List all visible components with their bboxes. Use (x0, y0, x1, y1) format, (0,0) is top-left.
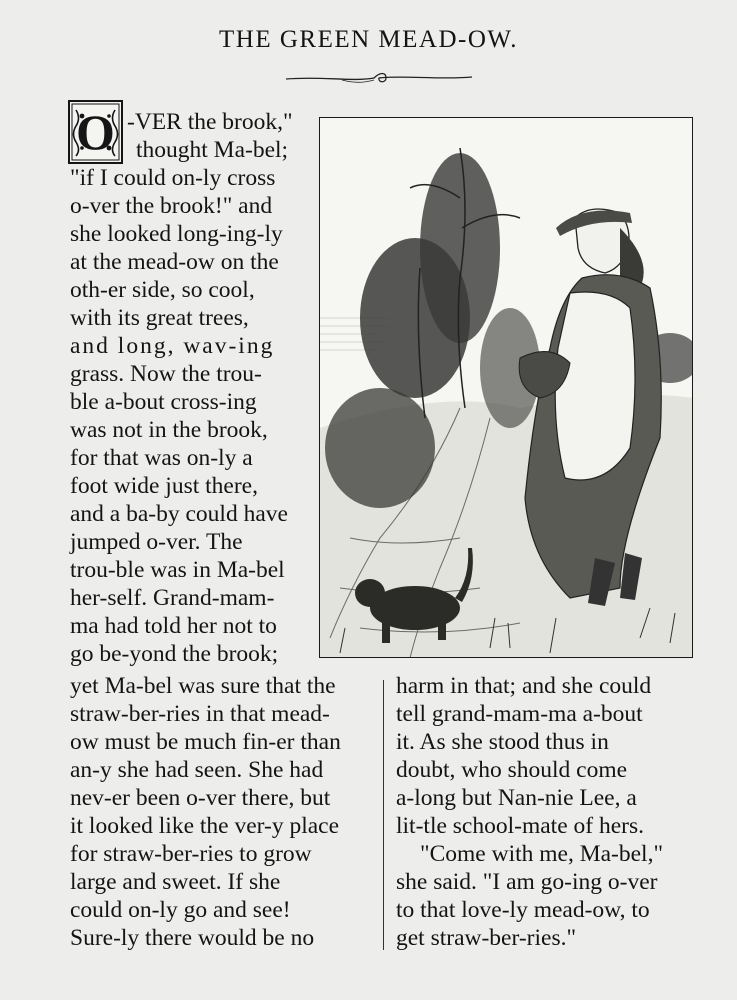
text-line: ble a-bout cross-ing (70, 389, 257, 415)
text-line: ow must be much fin-er than (70, 729, 341, 755)
column-divider (383, 680, 384, 950)
text-line: was not in the brook, (70, 417, 268, 443)
text-line: grass. Now the trou- (70, 361, 262, 387)
text-line: to that love-ly mead-ow, to (396, 897, 650, 923)
text-line: trou-ble was in Ma-bel (70, 557, 285, 583)
text-line: a-long but Nan-nie Lee, a (396, 785, 637, 811)
illustration (319, 117, 693, 658)
ornament-divider (282, 70, 476, 86)
text-line: lit-tle school-mate of hers. (396, 813, 644, 839)
text-line: get straw-ber-ries." (396, 925, 577, 951)
text-line: at the mead-ow on the (70, 249, 279, 275)
text-line: o-ver the brook!" and (70, 193, 273, 219)
text-line: and a ba-by could have (70, 501, 288, 527)
text-line: tell grand-mam-ma a-bout (396, 701, 643, 727)
text-line: it looked like the ver-y place (70, 813, 340, 839)
text-line: Sure-ly there would be no (70, 925, 315, 951)
text-line: "Come with me, Ma-bel," (420, 841, 664, 867)
text-line: she looked long-ing-ly (70, 221, 283, 247)
drop-cap (68, 100, 123, 164)
text-line: large and sweet. If she (70, 869, 281, 895)
text-line: straw-ber-ries in that mead- (70, 701, 330, 727)
text-line: with its great trees, (70, 305, 249, 331)
text-line: go be-yond the brook; (70, 641, 279, 667)
text-line: jumped o-ver. The (70, 529, 243, 555)
text-line: could on-ly go and see! (70, 897, 291, 923)
text-line: yet Ma-bel was sure that the (70, 673, 336, 699)
text-line: foot wide just there, (70, 473, 258, 499)
text-line: -VER the brook," (127, 109, 293, 135)
text-line: an-y she had seen. She had (70, 757, 324, 783)
drop-cap-letter: O (76, 104, 115, 160)
text-line: it. As she stood thus in (396, 729, 609, 755)
text-line: harm in that; and she could (396, 673, 652, 699)
text-line: for that was on-ly a (70, 445, 253, 471)
text-line: oth-er side, so cool, (70, 277, 255, 303)
page-title: THE GREEN MEAD-OW. (219, 26, 518, 53)
text-line: thought Ma-bel; (136, 137, 289, 163)
text-line: for straw-ber-ries to grow (70, 841, 312, 867)
text-line: and long, wav-ing (70, 333, 275, 359)
text-line: "if I could on-ly cross (70, 165, 276, 191)
text-line: she said. "I am go-ing o-ver (396, 869, 658, 895)
text-line: her-self. Grand-mam- (70, 585, 275, 611)
text-line: nev-er been o-ver there, but (70, 785, 331, 811)
text-line: ma had told her not to (70, 613, 277, 639)
text-line: doubt, who should come (396, 757, 628, 783)
